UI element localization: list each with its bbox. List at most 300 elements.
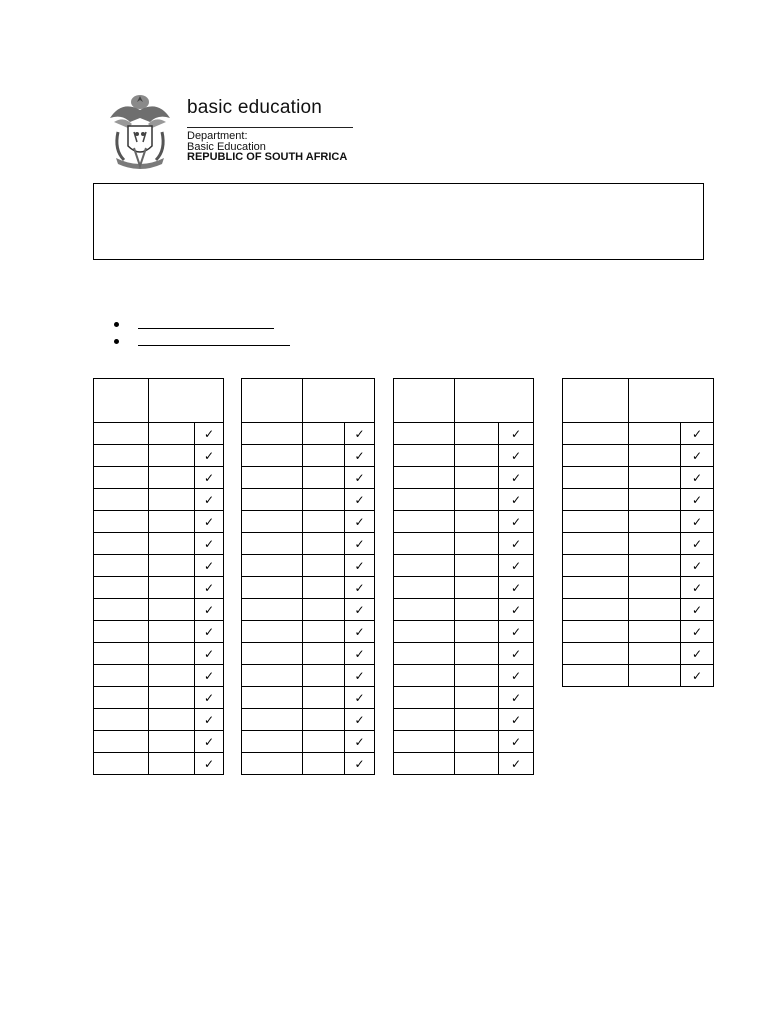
blank-cell <box>242 445 303 467</box>
blank-cell <box>629 467 681 489</box>
blank-line <box>138 345 290 346</box>
check-cell <box>195 665 224 687</box>
blank-cell <box>303 445 345 467</box>
checkmark-icon: ✓ <box>203 712 215 727</box>
blank-cell <box>149 621 195 643</box>
checkmark-icon: ✓ <box>354 624 365 639</box>
blank-cell <box>149 555 195 577</box>
checkmark-icon: ✓ <box>203 448 215 463</box>
blank-cell <box>394 599 455 621</box>
blank-cell <box>629 423 681 445</box>
blank-cell <box>303 467 345 489</box>
blank-cell <box>563 555 629 577</box>
checkmark-icon: ✓ <box>354 756 365 771</box>
checkmark-icon: ✓ <box>203 426 215 441</box>
blank-cell <box>94 423 149 445</box>
blank-cell <box>94 555 149 577</box>
check-cell <box>195 511 224 533</box>
blank-cell <box>394 467 455 489</box>
table-row <box>94 467 224 489</box>
check-cell <box>195 731 224 753</box>
check-cell <box>681 489 714 511</box>
table-row <box>242 423 375 445</box>
blank-cell <box>149 687 195 709</box>
blank-cell <box>303 423 345 445</box>
checkmark-icon: ✓ <box>203 646 215 661</box>
table-row <box>563 577 714 599</box>
checkmark-icon: ✓ <box>691 470 703 485</box>
table-row <box>394 709 534 731</box>
blank-cell <box>94 467 149 489</box>
checklist-table-3 <box>393 378 534 775</box>
checkmark-icon: ✓ <box>691 558 703 573</box>
check-cell <box>195 599 224 621</box>
blank-cell <box>149 511 195 533</box>
checkmark-icon: ✓ <box>510 668 522 683</box>
checkmark-icon: ✓ <box>510 558 522 573</box>
blank-cell <box>563 467 629 489</box>
check-cell <box>345 687 375 709</box>
checkmark-icon: ✓ <box>510 712 522 727</box>
checkmark-icon: ✓ <box>203 734 215 749</box>
checkmark-icon: ✓ <box>354 690 365 705</box>
blank-cell <box>394 445 455 467</box>
checkmark-icon: ✓ <box>354 492 365 507</box>
blank-cell <box>303 533 345 555</box>
blank-cell <box>455 643 499 665</box>
table-row <box>563 489 714 511</box>
blank-cell <box>563 533 629 555</box>
department-name: Basic Education <box>187 141 266 153</box>
blank-cell <box>563 665 629 687</box>
checkmark-icon: ✓ <box>354 514 365 529</box>
checkmark-icon: ✓ <box>691 602 703 617</box>
coat-of-arms-icon <box>104 92 176 170</box>
checkmark-icon: ✓ <box>691 668 703 683</box>
check-cell <box>499 423 534 445</box>
blank-cell <box>394 709 455 731</box>
blank-cell <box>94 621 149 643</box>
check-cell <box>345 489 375 511</box>
blank-cell <box>149 467 195 489</box>
check-cell <box>499 709 534 731</box>
blank-cell <box>149 445 195 467</box>
blank-cell <box>563 643 629 665</box>
check-cell <box>681 665 714 687</box>
blank-cell <box>242 665 303 687</box>
checkmark-icon: ✓ <box>510 536 522 551</box>
check-cell <box>499 621 534 643</box>
check-cell <box>681 643 714 665</box>
checkmark-icon: ✓ <box>510 624 522 639</box>
table-row <box>242 753 375 775</box>
table-row <box>563 643 714 665</box>
checkmark-icon: ✓ <box>354 470 365 485</box>
blank-cell <box>149 731 195 753</box>
brand-title: basic education <box>187 97 323 118</box>
blank-cell <box>242 731 303 753</box>
check-cell <box>499 555 534 577</box>
table-row <box>394 687 534 709</box>
check-cell <box>195 753 224 775</box>
blank-cell <box>455 709 499 731</box>
blank-cell <box>629 445 681 467</box>
table-row <box>563 665 714 687</box>
check-cell <box>499 643 534 665</box>
blank-cell <box>242 577 303 599</box>
blank-cell <box>455 511 499 533</box>
check-cell <box>345 753 375 775</box>
blank-cell <box>563 621 629 643</box>
check-cell <box>499 687 534 709</box>
blank-cell <box>303 731 345 753</box>
blank-cell <box>455 577 499 599</box>
blank-cell <box>303 621 345 643</box>
check-cell <box>499 577 534 599</box>
blank-cell <box>303 643 345 665</box>
check-cell <box>681 467 714 489</box>
blank-cell <box>563 511 629 533</box>
blank-cell <box>303 577 345 599</box>
blank-cell <box>563 599 629 621</box>
check-cell <box>195 709 224 731</box>
checkmark-icon: ✓ <box>354 712 365 727</box>
check-cell <box>195 533 224 555</box>
checkmark-icon: ✓ <box>203 558 215 573</box>
blank-cell <box>303 555 345 577</box>
check-cell <box>499 599 534 621</box>
table-header-row <box>394 379 534 423</box>
header-cell <box>94 379 149 423</box>
blank-cell <box>455 687 499 709</box>
blank-cell <box>94 511 149 533</box>
check-cell <box>499 489 534 511</box>
blank-cell <box>303 753 345 775</box>
blank-cell <box>455 489 499 511</box>
table-row <box>94 445 224 467</box>
table-row <box>394 467 534 489</box>
blank-cell <box>455 599 499 621</box>
table-row <box>563 511 714 533</box>
blank-cell <box>94 731 149 753</box>
checkmark-icon: ✓ <box>691 492 703 507</box>
check-cell <box>499 445 534 467</box>
bullet-marker <box>114 322 119 327</box>
checkmark-icon: ✓ <box>510 690 522 705</box>
table-row <box>94 687 224 709</box>
checkmark-icon: ✓ <box>510 580 522 595</box>
checkmark-icon: ✓ <box>354 426 365 441</box>
blank-cell <box>455 753 499 775</box>
check-cell <box>195 467 224 489</box>
blank-cell <box>149 643 195 665</box>
checkmark-icon: ✓ <box>203 602 215 617</box>
table-row <box>394 753 534 775</box>
blank-cell <box>303 599 345 621</box>
blank-cell <box>242 621 303 643</box>
checkmark-icon: ✓ <box>354 580 365 595</box>
header-cell <box>242 379 303 423</box>
blank-cell <box>149 577 195 599</box>
checkmark-icon: ✓ <box>691 514 703 529</box>
table-row <box>242 665 375 687</box>
checkmark-icon: ✓ <box>510 514 522 529</box>
blank-cell <box>629 533 681 555</box>
table-row <box>94 753 224 775</box>
checkmark-icon: ✓ <box>510 448 522 463</box>
check-cell <box>195 555 224 577</box>
blank-cell <box>394 511 455 533</box>
blank-cell <box>563 577 629 599</box>
checkmark-icon: ✓ <box>691 646 703 661</box>
blank-cell <box>303 489 345 511</box>
checkmark-icon: ✓ <box>691 426 703 441</box>
checkmark-icon: ✓ <box>203 470 215 485</box>
checklist-table-2 <box>241 378 375 775</box>
check-cell <box>195 445 224 467</box>
header-cell <box>455 379 534 423</box>
checkmark-icon: ✓ <box>510 646 522 661</box>
blank-cell <box>94 643 149 665</box>
blank-cell <box>94 687 149 709</box>
header-cell <box>149 379 224 423</box>
blank-cell <box>149 423 195 445</box>
blank-cell <box>455 445 499 467</box>
check-cell <box>345 731 375 753</box>
blank-cell <box>94 577 149 599</box>
table-row <box>242 533 375 555</box>
table-row <box>394 731 534 753</box>
check-cell <box>499 731 534 753</box>
check-cell <box>499 467 534 489</box>
table-row <box>563 621 714 643</box>
table-row <box>563 533 714 555</box>
table-row <box>242 577 375 599</box>
department-label: Department: <box>187 130 248 142</box>
blank-cell <box>563 489 629 511</box>
table-row <box>242 467 375 489</box>
checkmark-icon: ✓ <box>510 756 522 771</box>
checkmark-icon: ✓ <box>354 734 365 749</box>
table-row <box>563 445 714 467</box>
check-cell <box>345 643 375 665</box>
blank-cell <box>394 753 455 775</box>
table-row <box>242 731 375 753</box>
checkmark-icon: ✓ <box>691 580 703 595</box>
table-row <box>242 445 375 467</box>
blank-cell <box>629 555 681 577</box>
check-cell <box>195 643 224 665</box>
table-row <box>563 599 714 621</box>
department-logo <box>104 92 364 172</box>
check-cell <box>345 621 375 643</box>
header-cell <box>394 379 455 423</box>
table-row <box>94 423 224 445</box>
table-row <box>563 423 714 445</box>
title-box <box>93 183 704 260</box>
blank-cell <box>303 709 345 731</box>
table-row <box>94 533 224 555</box>
table-row <box>94 731 224 753</box>
blank-cell <box>629 665 681 687</box>
blank-cell <box>629 511 681 533</box>
table-row <box>242 643 375 665</box>
table-row <box>94 709 224 731</box>
table-row <box>242 599 375 621</box>
check-cell <box>195 423 224 445</box>
blank-cell <box>94 665 149 687</box>
table-row <box>242 489 375 511</box>
checkmark-icon: ✓ <box>354 448 365 463</box>
blank-cell <box>394 533 455 555</box>
blank-cell <box>394 577 455 599</box>
blank-cell <box>242 687 303 709</box>
check-cell <box>345 599 375 621</box>
country-name: REPUBLIC OF SOUTH AFRICA <box>187 151 348 163</box>
checkmark-icon: ✓ <box>203 536 215 551</box>
table-row <box>242 511 375 533</box>
table-row <box>394 621 534 643</box>
blank-cell <box>242 643 303 665</box>
blank-cell <box>242 423 303 445</box>
blank-cell <box>149 753 195 775</box>
blank-cell <box>94 599 149 621</box>
check-cell <box>681 511 714 533</box>
checklist-table-4 <box>562 378 714 687</box>
check-cell <box>195 687 224 709</box>
blank-cell <box>394 731 455 753</box>
blank-cell <box>563 445 629 467</box>
check-cell <box>681 445 714 467</box>
checkmark-icon: ✓ <box>203 668 215 683</box>
table-row <box>394 555 534 577</box>
blank-cell <box>394 555 455 577</box>
blank-cell <box>455 731 499 753</box>
blank-cell <box>94 709 149 731</box>
check-cell <box>499 511 534 533</box>
blank-cell <box>455 467 499 489</box>
blank-cell <box>242 753 303 775</box>
table-row <box>563 555 714 577</box>
blank-cell <box>242 709 303 731</box>
blank-cell <box>94 533 149 555</box>
checkmark-icon: ✓ <box>203 514 215 529</box>
blank-cell <box>149 709 195 731</box>
check-cell <box>681 621 714 643</box>
checkmark-icon: ✓ <box>510 734 522 749</box>
blank-cell <box>149 533 195 555</box>
check-cell <box>681 599 714 621</box>
check-cell <box>195 621 224 643</box>
table-row <box>394 489 534 511</box>
checkmark-icon: ✓ <box>510 426 522 441</box>
table-row <box>394 665 534 687</box>
table-row <box>394 533 534 555</box>
blank-cell <box>394 687 455 709</box>
blank-cell <box>303 687 345 709</box>
check-cell <box>681 555 714 577</box>
blank-cell <box>629 577 681 599</box>
check-cell <box>345 665 375 687</box>
checkmark-icon: ✓ <box>510 602 522 617</box>
checkmark-icon: ✓ <box>354 558 365 573</box>
checkmark-icon: ✓ <box>510 470 522 485</box>
blank-cell <box>242 533 303 555</box>
table-row <box>94 489 224 511</box>
blank-cell <box>303 665 345 687</box>
bullet-marker <box>114 339 119 344</box>
table-row <box>94 511 224 533</box>
table-row <box>394 445 534 467</box>
checkmark-icon: ✓ <box>203 580 215 595</box>
blank-cell <box>455 555 499 577</box>
blank-cell <box>563 423 629 445</box>
blank-cell <box>455 665 499 687</box>
table-row <box>94 555 224 577</box>
header-cell <box>629 379 714 423</box>
blank-cell <box>149 599 195 621</box>
checkmark-icon: ✓ <box>203 690 215 705</box>
check-cell <box>345 423 375 445</box>
blank-cell <box>242 555 303 577</box>
blank-cell <box>94 445 149 467</box>
blank-cell <box>629 489 681 511</box>
blank-cell <box>629 599 681 621</box>
checkmark-icon: ✓ <box>354 536 365 551</box>
blank-cell <box>149 665 195 687</box>
blank-cell <box>94 753 149 775</box>
checkmark-icon: ✓ <box>354 668 365 683</box>
checkmark-icon: ✓ <box>354 646 365 661</box>
blank-cell <box>149 489 195 511</box>
checkmark-icon: ✓ <box>203 492 215 507</box>
check-cell <box>681 423 714 445</box>
check-cell <box>681 533 714 555</box>
blank-cell <box>242 599 303 621</box>
checkmark-icon: ✓ <box>203 624 215 639</box>
checkmark-icon: ✓ <box>510 492 522 507</box>
table-row <box>242 621 375 643</box>
brand-divider <box>187 127 353 128</box>
header-cell <box>303 379 375 423</box>
check-cell <box>345 709 375 731</box>
table-header-row <box>242 379 375 423</box>
check-cell <box>195 577 224 599</box>
blank-cell <box>455 621 499 643</box>
table-row <box>242 687 375 709</box>
checkmark-icon: ✓ <box>691 536 703 551</box>
checkmark-icon: ✓ <box>691 624 703 639</box>
table-row <box>94 643 224 665</box>
table-row <box>394 511 534 533</box>
table-header-row <box>563 379 714 423</box>
table-header-row <box>94 379 224 423</box>
blank-cell <box>394 489 455 511</box>
checklist-table-1 <box>93 378 224 775</box>
table-row <box>394 423 534 445</box>
table-row <box>94 599 224 621</box>
blank-cell <box>455 533 499 555</box>
table-row <box>94 577 224 599</box>
check-cell <box>499 753 534 775</box>
blank-cell <box>629 621 681 643</box>
blank-cell <box>455 423 499 445</box>
check-cell <box>499 533 534 555</box>
blank-cell <box>394 621 455 643</box>
blank-cell <box>394 643 455 665</box>
table-row <box>242 709 375 731</box>
check-cell <box>195 489 224 511</box>
